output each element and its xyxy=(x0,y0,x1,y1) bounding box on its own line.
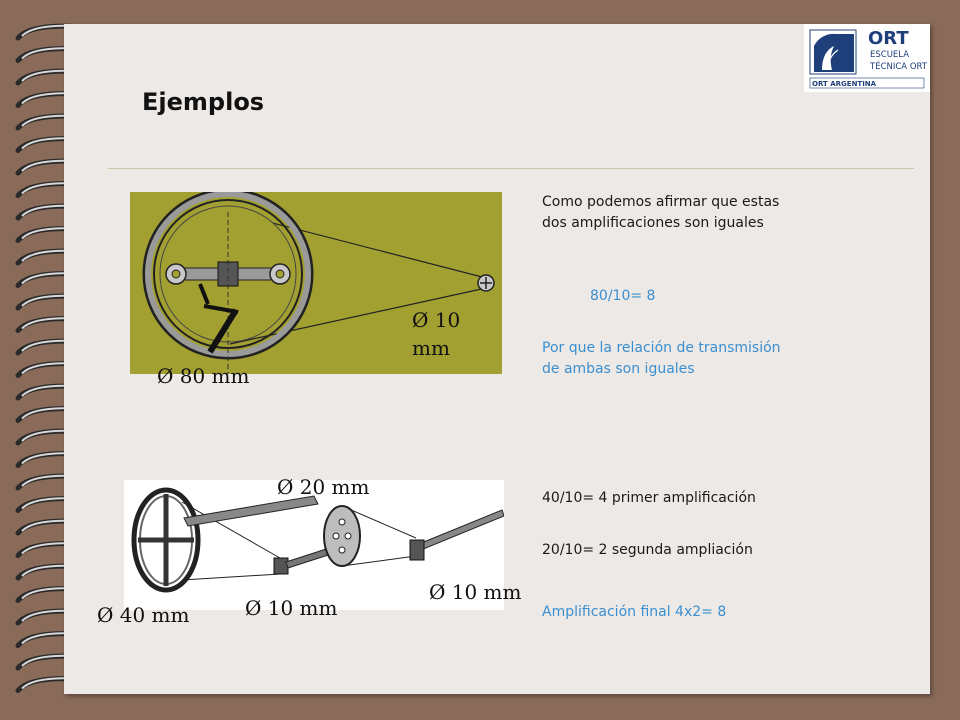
ratio-80-10: 80/10= 8 xyxy=(590,288,656,304)
label-diameter-40: Ø 40 mm xyxy=(97,603,190,627)
label-diameter-10-middle: Ø 10 mm xyxy=(245,596,338,620)
logo-line2: TÉCNICA ORT xyxy=(870,62,927,72)
step1-text: 40/10= 4 primer amplificación xyxy=(542,490,756,506)
question-text: Como podemos afirmar que estas dos amplificaciones son iguales xyxy=(542,194,780,231)
label-diameter-10-right: Ø 10 mm xyxy=(429,580,522,604)
ort-logo xyxy=(804,24,930,92)
logo-ort: ORT xyxy=(868,28,909,49)
result-text: Amplificación final 4x2= 8 xyxy=(542,604,727,620)
answer-text: Por que la relación de transmisión de ambas son iguales xyxy=(542,340,781,377)
label-diameter-20: Ø 20 mm xyxy=(277,475,370,499)
title-divider xyxy=(108,168,914,169)
label-diameter-10-top: Ø 10 mm xyxy=(412,308,461,360)
logo-line1: ESCUELA xyxy=(870,50,910,60)
step2-text: 20/10= 2 segunda ampliación xyxy=(542,542,753,558)
label-diameter-80: Ø 80 mm xyxy=(157,364,250,388)
logo-line3: ORT ARGENTINA xyxy=(812,80,877,88)
page-title: Ejemplos xyxy=(142,88,265,116)
